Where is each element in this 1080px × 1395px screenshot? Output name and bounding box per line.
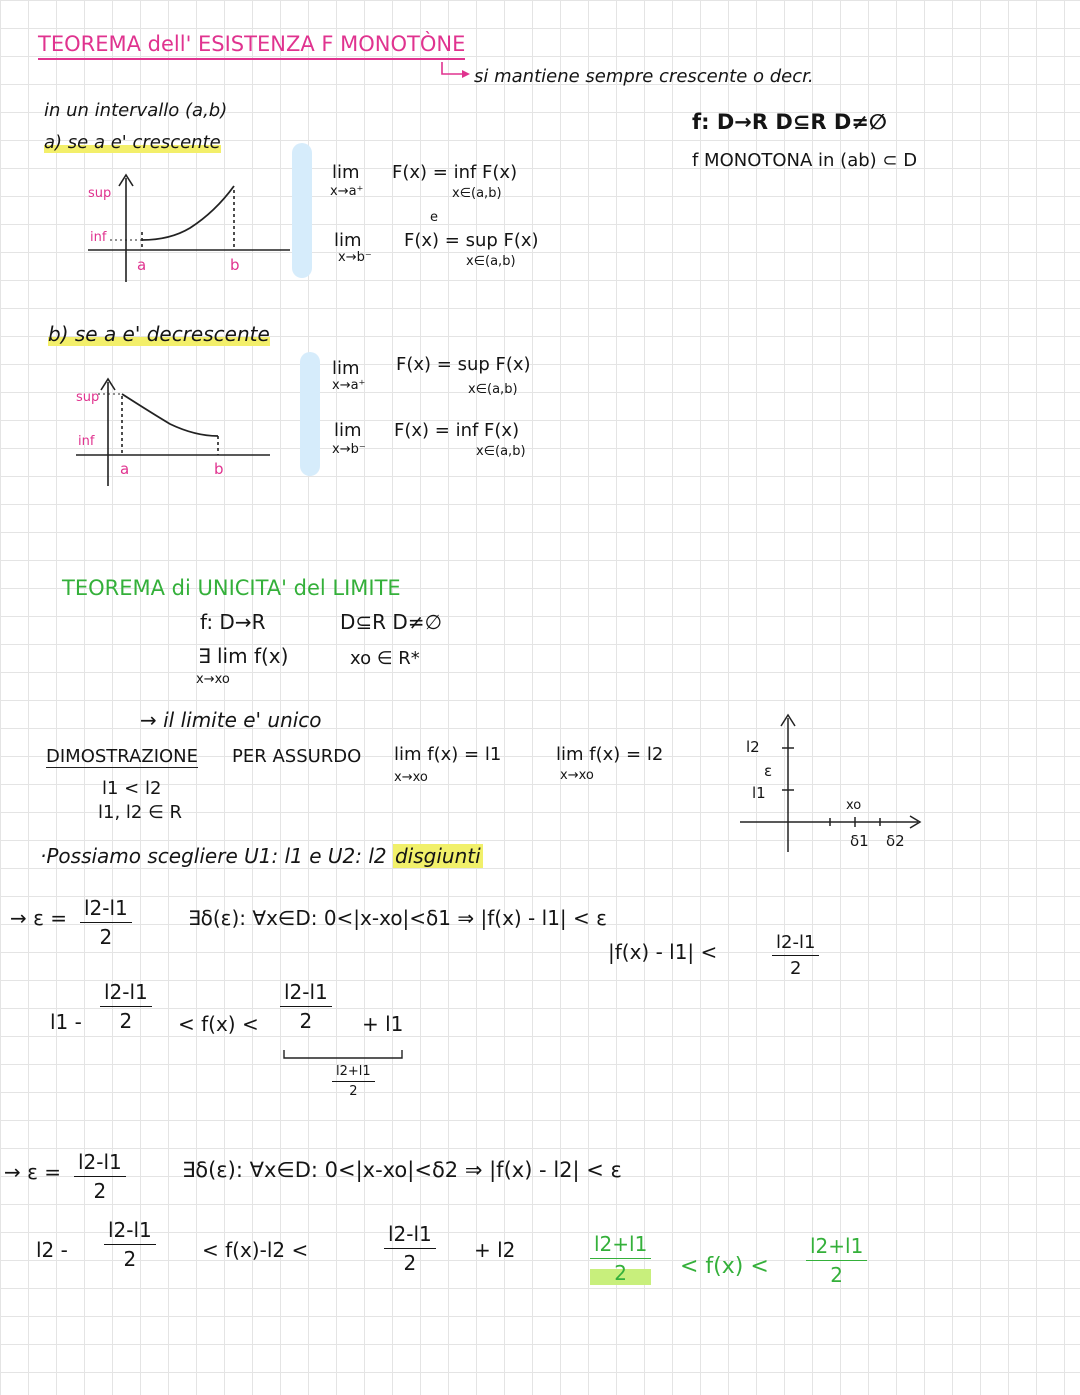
case-b-lim2-rhs: F(x) = inf F(x) [394, 420, 520, 441]
ineq2-left-num: l2-l1 [104, 1218, 156, 1245]
ineq2-frac-left [104, 1218, 156, 1271]
proof-graph-eps: ε [764, 762, 773, 780]
assume-real: l1, l2 ∈ R [98, 802, 182, 823]
case-a-lim2: lim [334, 230, 362, 251]
graph-a-inf: inf [90, 230, 107, 245]
theorem2-def1: f: D→R [200, 610, 266, 634]
monotone-note: si mantiene sempre crescente o decr. [474, 66, 814, 87]
theorem2-title: TEOREMA di UNICITA' del LIMITE [62, 576, 401, 600]
case-a-lim1: lim [332, 162, 360, 183]
ineq1-frac-left [100, 980, 152, 1033]
case-b-lim2-under: x→b⁻ [332, 442, 366, 457]
final-frac-right [806, 1234, 867, 1287]
ineq1-post: + l1 [362, 1012, 404, 1036]
ineq1-right-num: l2-l1 [280, 980, 332, 1007]
final-left-num: l2+l1 [590, 1232, 651, 1259]
case-a-label: a) se a e' crescente [44, 132, 221, 153]
eps1-cond-num: l2-l1 [772, 932, 819, 956]
eps1-condition: ∃δ(ε): ∀x∈D: 0<|x-xo|<δ1 ⇒ |f(x) - l1| < ε [188, 906, 607, 930]
graph-b [76, 379, 270, 486]
final-left-den: 2 [614, 1261, 628, 1285]
choose-disjoint: disgiunti [394, 844, 481, 868]
interval-text: in un intervallo (a,b) [44, 100, 228, 121]
theorem2-conclusion: → il limite e' unico [140, 708, 322, 732]
eps2-fraction [74, 1150, 126, 1203]
theorem2-exists-lim: ∃ lim f(x) [198, 644, 289, 668]
theorem2-def2: D⊆R D≠∅ [340, 610, 442, 634]
case-a-lim1-rhs-under: x∈(a,b) [452, 186, 502, 201]
eps2-num: l2-l1 [74, 1150, 126, 1177]
graph-a-b: b [230, 256, 240, 274]
eps1-fraction [80, 896, 132, 949]
eps1-num: l2-l1 [80, 896, 132, 923]
theorem2-xo: xo ∈ R* [350, 648, 420, 669]
proof-graph-l2: l2 [746, 738, 760, 756]
theorem2-exists-under: x→xo [196, 672, 230, 687]
ineq1-frac-right [280, 980, 332, 1033]
proof-graph-xo: xo [846, 798, 862, 813]
final-right-num: l2+l1 [806, 1234, 867, 1261]
eps2-condition: ∃δ(ε): ∀x∈D: 0<|x-xo|<δ2 ⇒ |f(x) - l2| < ε [182, 1158, 622, 1182]
ineq1-left-den: 2 [119, 1009, 133, 1033]
ineq2-right-den: 2 [403, 1251, 417, 1275]
eps1-den: 2 [99, 925, 113, 949]
case-a-lim2-under: x→b⁻ [338, 250, 372, 265]
proof-graph-d2: δ2 [886, 832, 905, 850]
proof-graph-l1: l1 [752, 784, 766, 802]
final-frac-left [590, 1232, 651, 1285]
case-b-lim1: lim [332, 358, 360, 379]
graph-a-a: a [137, 256, 147, 274]
graph-b-b: b [214, 460, 224, 478]
case-a-bracket [292, 143, 312, 278]
case-b-lim1-rhs: F(x) = sup F(x) [396, 354, 531, 375]
proof-lim2-under: x→xo [560, 768, 594, 783]
choose-prefix: ·Possiamo scegliere U1: l1 e U2: l2 [40, 844, 387, 868]
proof-label: DIMOSTRAZIONE [46, 746, 199, 767]
def-line-2: f MONOTONA in (ab) ⊂ D [692, 150, 918, 171]
ineq1-right-den: 2 [299, 1009, 313, 1033]
case-b-bracket [300, 352, 320, 476]
eps1-condition-2: |f(x) - l1| < [608, 940, 718, 964]
case-b-lim2: lim [334, 420, 362, 441]
case-a-lim2-rhs-under: x∈(a,b) [466, 254, 516, 269]
ineq1-brace-den: 2 [349, 1084, 358, 1099]
ineq1-brace-fraction [332, 1064, 375, 1099]
ineq1-left-num: l2-l1 [100, 980, 152, 1007]
case-b-lim1-rhs-under: x∈(a,b) [468, 382, 518, 397]
eps1-lhs: → ε = [10, 906, 68, 930]
graph-b-inf: inf [78, 434, 95, 449]
ineq2-mid: < f(x)-l2 < [202, 1238, 309, 1262]
eps2-den: 2 [93, 1179, 107, 1203]
case-a-lim2-rhs: F(x) = sup F(x) [404, 230, 539, 251]
final-right-den: 2 [830, 1263, 844, 1287]
proof-graph-d1: δ1 [850, 832, 869, 850]
eps2-lhs: → ε = [4, 1160, 62, 1184]
case-a-and: e [430, 210, 438, 225]
ineq1-brace-num: l2+l1 [332, 1064, 375, 1082]
ineq1-pre: l1 - [50, 1010, 82, 1034]
case-a-lim1-under: x→a⁺ [330, 184, 364, 199]
ineq2-frac-right [384, 1222, 436, 1275]
proof-lim2: lim f(x) = l2 [556, 744, 664, 765]
ineq2-right-num: l2-l1 [384, 1222, 436, 1249]
assume-order: l1 < l2 [102, 778, 162, 799]
proof-lim1: lim f(x) = l1 [394, 744, 502, 765]
case-b-label: b) se a e' decrescente [48, 322, 270, 346]
graph-a-sup: sup [88, 186, 112, 201]
def-line-1: f: D→R D⊆R D≠∅ [692, 110, 887, 134]
graph-a [88, 175, 290, 282]
case-a-lim1-rhs: F(x) = inf F(x) [392, 162, 518, 183]
final-mid: < f(x) < [680, 1254, 769, 1279]
case-b-lim2-rhs-under: x∈(a,b) [476, 444, 526, 459]
proof-by-absurd: PER ASSURDO [232, 746, 362, 767]
case-b-lim1-under: x→a⁺ [332, 378, 366, 393]
theorem1-title: TEOREMA dell' ESISTENZA F MONOTÒNE [38, 32, 465, 60]
proof-lim1-under: x→xo [394, 770, 428, 785]
ineq1-mid: < f(x) < [178, 1012, 259, 1036]
ineq2-post: + l2 [474, 1238, 516, 1262]
ineq2-pre: l2 - [36, 1238, 68, 1262]
eps1-cond-fraction [772, 932, 819, 979]
graph-b-sup: sup [76, 390, 100, 405]
choose-neighbourhoods [40, 844, 483, 868]
eps1-cond-den: 2 [789, 958, 802, 979]
graph-b-a: a [120, 460, 130, 478]
ineq2-left-den: 2 [123, 1247, 137, 1271]
